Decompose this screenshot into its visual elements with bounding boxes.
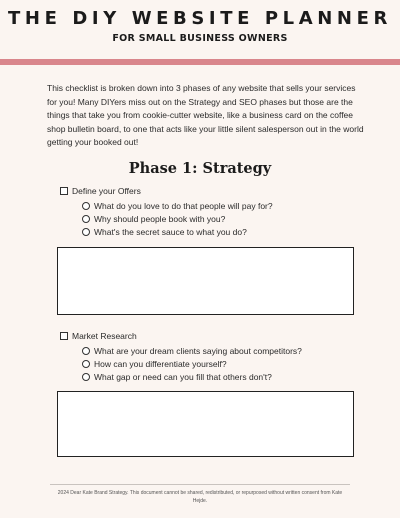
question-item[interactable] (82, 201, 273, 211)
answer-box-offers[interactable] (57, 247, 354, 315)
footer-divider (50, 484, 350, 485)
question-text: What do you love to do that people will pay for? (94, 201, 273, 211)
radio-circle-icon[interactable] (82, 215, 90, 223)
question-text: What are your dream clients saying about competitors? (94, 346, 302, 356)
phase-title: Phase 1: Strategy (128, 160, 272, 177)
section-label: Define your Offers (72, 186, 141, 196)
checkbox-icon[interactable] (60, 187, 68, 195)
answer-box-market[interactable] (57, 391, 354, 457)
question-item[interactable] (82, 359, 227, 369)
question-item[interactable] (82, 214, 225, 224)
radio-circle-icon[interactable] (82, 360, 90, 368)
checkbox-icon[interactable] (60, 332, 68, 340)
question-text: What's the secret sauce to what you do? (94, 227, 247, 237)
radio-circle-icon[interactable] (82, 347, 90, 355)
question-text: How can you differentiate yourself? (94, 359, 227, 369)
question-item[interactable] (82, 346, 302, 356)
page-subtitle: FOR SMALL BUSINESS OWNERS (112, 33, 288, 44)
section-label: Market Research (72, 331, 137, 341)
intro-paragraph: This checklist is broken down into 3 phases of any website that sells your services for you! Many DIYers miss out on the Strategy and SEO phases but those are the things that take you from cookie-cutter website, like a business card on the coffee shop bulletin board, to one that acts like your little silent salesperson out in the world getting your booked out! (47, 83, 364, 148)
radio-circle-icon[interactable] (82, 202, 90, 210)
question-item[interactable] (82, 372, 272, 382)
question-text: What gap or need can you fill that others don't? (94, 372, 272, 382)
question-item[interactable] (82, 227, 247, 237)
page-title: THE DIY WEBSITE PLANNER (8, 8, 392, 29)
radio-circle-icon[interactable] (82, 373, 90, 381)
footer-copyright: 2024 Dear Kate Brand Strategy. This document cannot be shared, redistributed, or repurposed without written consent from Kate Hejde. (57, 490, 343, 504)
section-market-research[interactable] (60, 331, 137, 341)
question-text: Why should people book with you? (94, 214, 226, 224)
accent-bar (0, 59, 400, 65)
radio-circle-icon[interactable] (82, 228, 90, 236)
section-define-offers[interactable] (60, 186, 141, 196)
